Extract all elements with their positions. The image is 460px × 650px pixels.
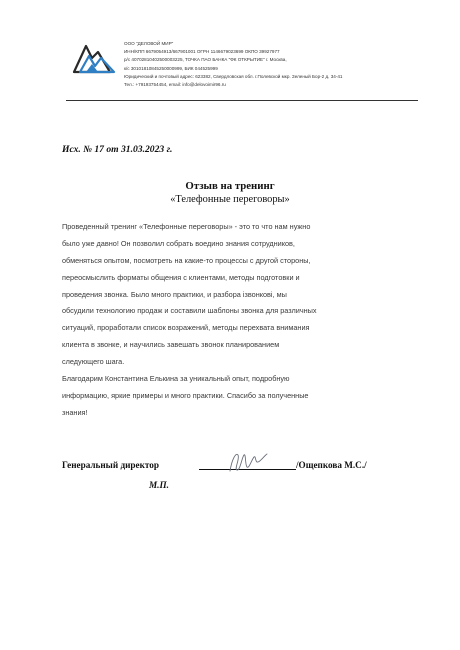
body-line: ситуаций, проработали список возражений, методы перехвата внимания <box>62 323 310 333</box>
body-line: Проведенный тренинг «Телефонные переговоры» - это то что нам нужно <box>62 222 311 231</box>
company-details <box>124 40 444 89</box>
body-line: клиента в звонке, и научились завешать звонок планированием <box>62 340 280 350</box>
body-line: обменяться опытом, посмотреть на какие-то процессы с другой стороны, <box>62 255 311 265</box>
body-line: информацию, яркие примеры и много практики. Спасибо за полученные <box>62 390 309 400</box>
document-title: Отзыв на тренинг <box>185 180 275 192</box>
company-logo-icon <box>72 40 118 74</box>
body-line: Благодарим Константина Елькина за уникальный опыт, подробную <box>62 374 290 384</box>
company-name: ООО "ДЕЛОВОЙ МИР" <box>124 41 174 46</box>
company-contacts: Тел.: +79193754454, email: info@delovoimir96.ru <box>124 81 226 87</box>
company-registration: ИНН/КПП 6679054913/667901001 ОГРН 1146679023699 ОКПО 39927977 <box>124 49 280 55</box>
company-bank-account: р/с 40702810402500003225, ТОЧКА ПАО БАНКА "ФК ОТКРЫТИЕ" г. Москва, <box>124 57 287 63</box>
handwritten-signature <box>226 449 270 475</box>
company-address: Юридический и почтовый адрес: 623382, Свердловская обл. г.Полевской мкр. Зеленый Бор-2 д. 34-41 <box>124 73 343 79</box>
body-line: знания! <box>62 407 88 417</box>
signatory-name: /Ощепкова М.С./ <box>296 460 367 470</box>
signatory-position: Генеральный директор <box>62 460 159 470</box>
outgoing-reference: Исх. № 17 от 31.03.2023 г. <box>62 144 173 155</box>
body-line: обсудили технологию продаж и составили шаблоны звонка для различных <box>62 306 317 316</box>
stamp-place-label: М.П. <box>149 480 169 490</box>
body-line: проведения звонка. Было много практики, и разбора ізвонкові, мы <box>62 289 287 299</box>
review-body <box>62 219 422 422</box>
body-line: было уже давно! Он позволил собрать воедино знания сотрудников, <box>62 238 295 248</box>
document-subtitle: «Телефонные переговоры» <box>170 194 290 205</box>
body-line: переосмыслить форматы общения с клиентами, методы подготовки и <box>62 272 300 282</box>
company-correspondent-account: к/с 30101810845250000999, БИК 044525999 <box>124 65 218 71</box>
letterhead-divider <box>66 100 418 101</box>
body-line: следующего шага. <box>62 357 125 367</box>
